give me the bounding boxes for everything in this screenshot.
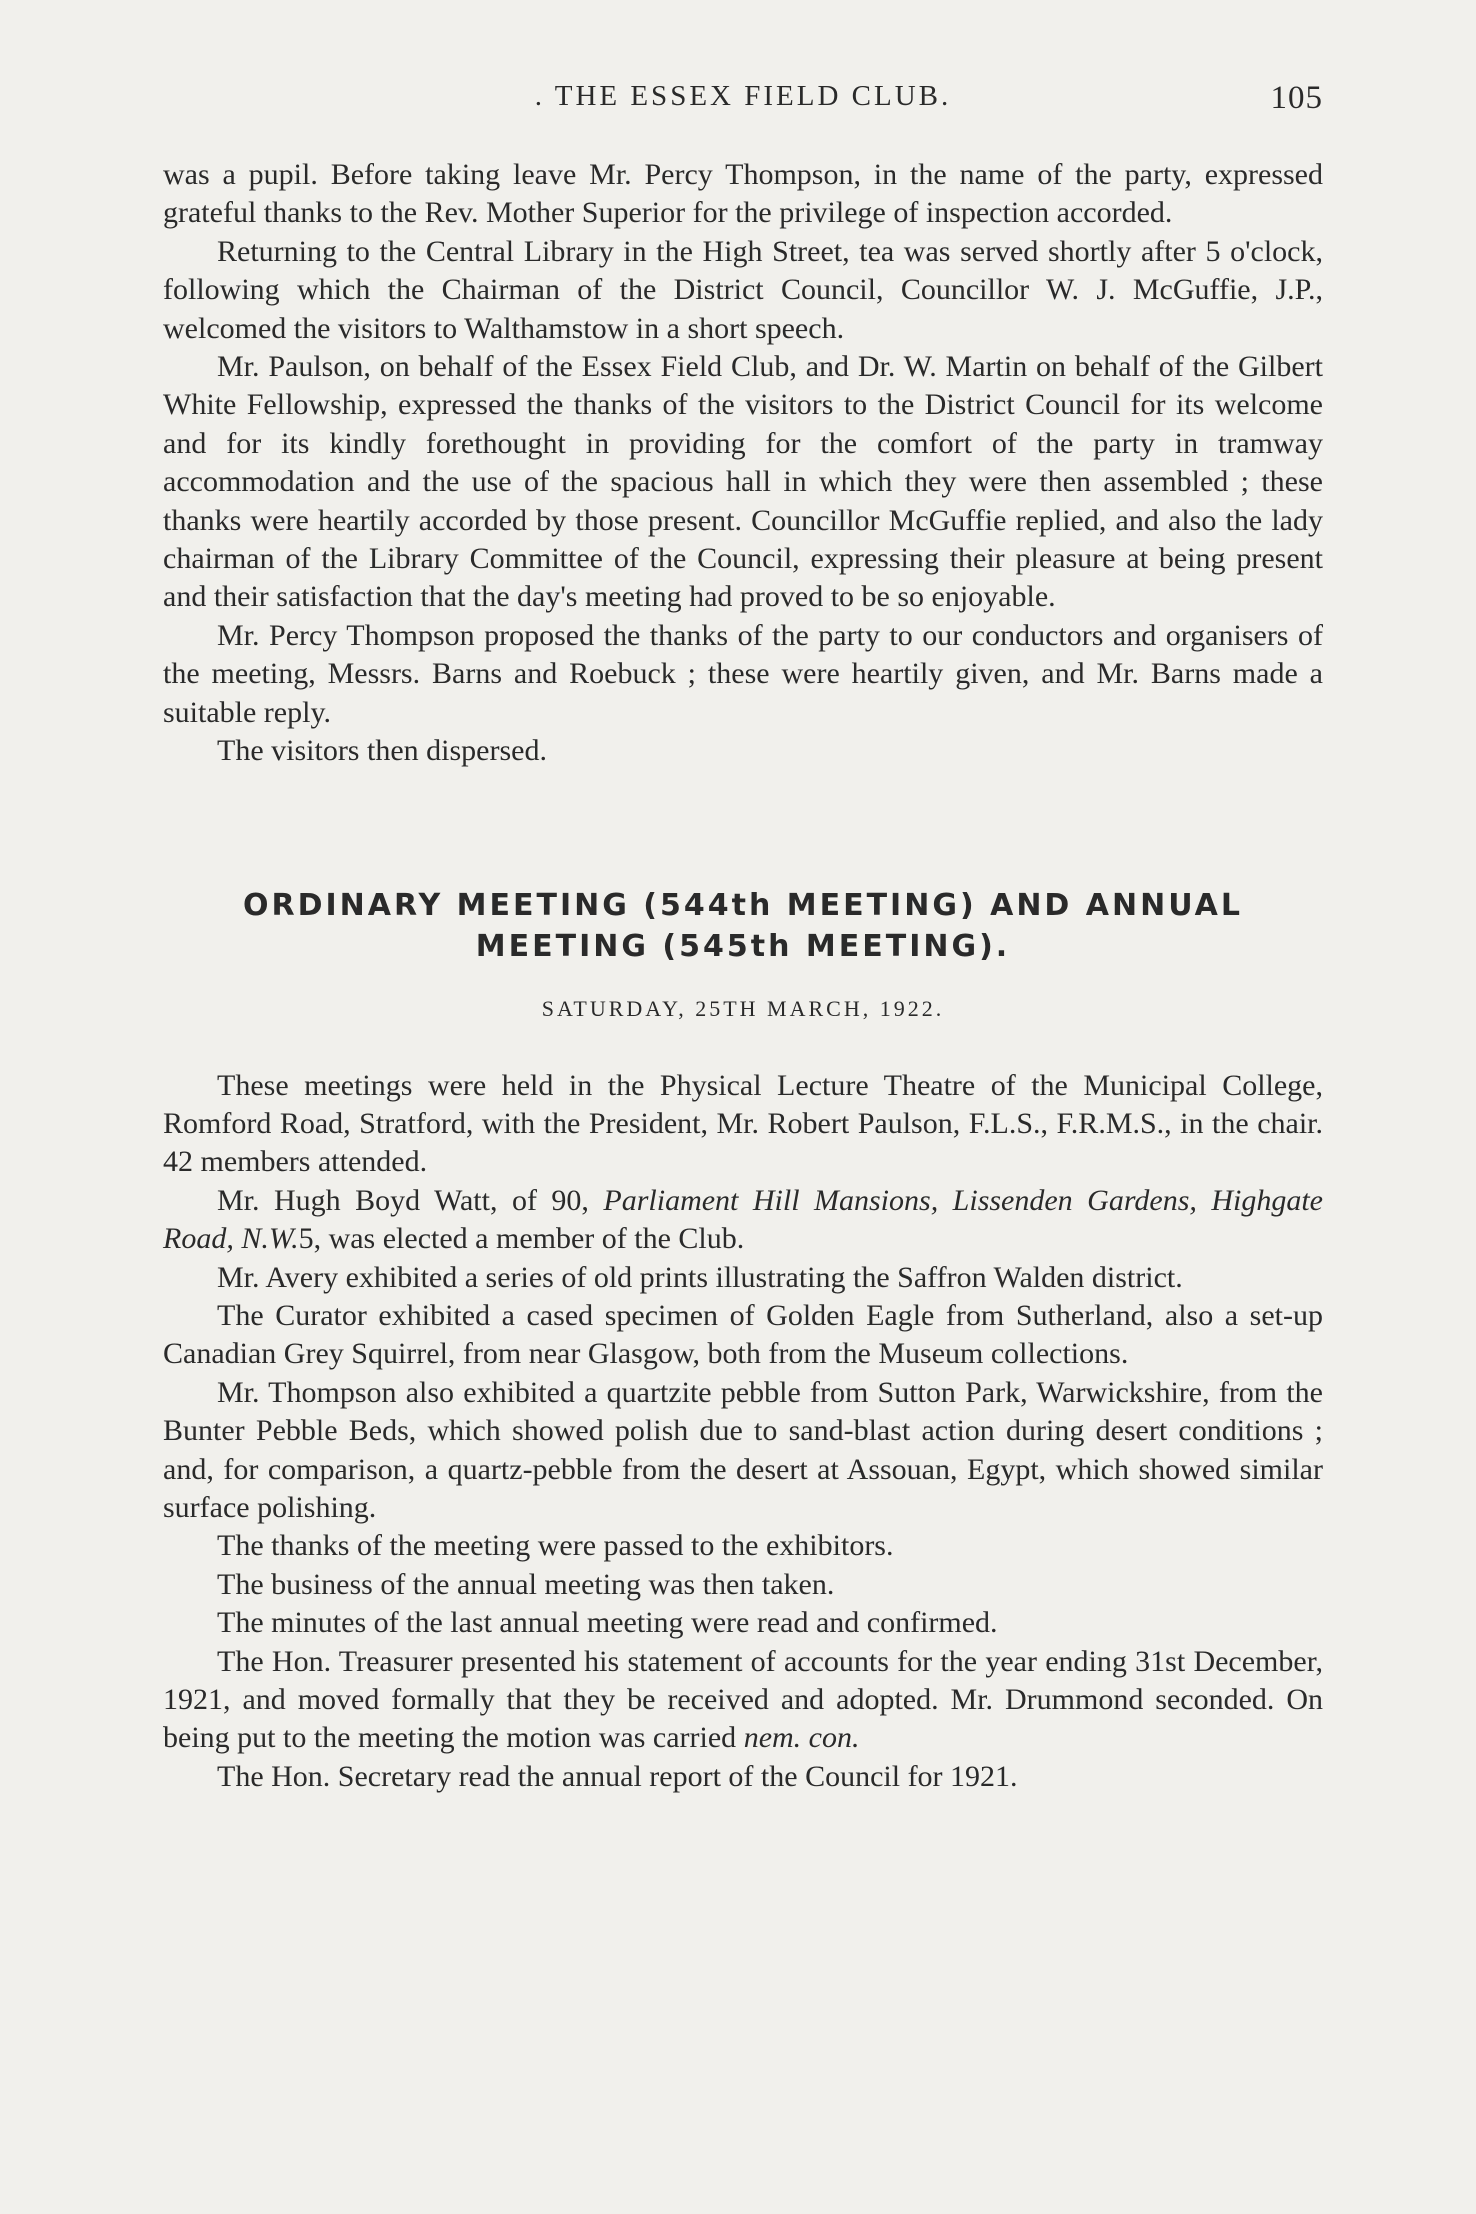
page-number: 105 (1270, 80, 1323, 116)
nem-con: nem. con. (743, 1721, 860, 1755)
page-body (163, 156, 1323, 1796)
running-header (163, 80, 1323, 120)
paragraph-pebble-exhibit: Mr. Thompson also exhibited a quartzite pebble from Sutton Park, Warwickshire, from the Bunter Pebble Beds, which showed polish due to sand-blast action during desert conditions ; and, for comparison, a quartz-pebble from the desert at Assouan, Egypt, which showed similar surface polishing. (163, 1375, 1323, 1524)
paragraph-annual-report: The Hon. Secretary read the annual report of the Council for 1921. (217, 1759, 1018, 1793)
paragraph-minutes: The minutes of the last annual meeting were read and confirmed. (217, 1606, 998, 1640)
new-member-address: Parliament Hill Mansions, Lissenden Gardens, Highgate Road, N.W. (163, 1183, 1323, 1256)
section-heading-line-2: MEETING (545th MEETING). (475, 928, 1011, 964)
paragraph-annual-business: The business of the annual meeting was then taken. (217, 1567, 835, 1601)
continued-paragraph: was a pupil. Before taking leave Mr. Percy Thompson, in the name of the party, expressed grateful thanks to the Rev. Mother Superior for the privilege of inspection accorded. (163, 158, 1323, 230)
section-heading-line-1: ORDINARY MEETING (544th MEETING) AND ANNUAL (243, 887, 1243, 923)
paragraph-dispersed: The visitors then dispersed. (217, 734, 547, 768)
paragraph-curator-exhibit: The Curator exhibited a cased specimen of Golden Eagle from Sutherland, also a set-up Canadian Grey Squirrel, from near Glasgow, both from the Museum collections. (163, 1298, 1323, 1371)
paragraph-old-prints: Mr. Avery exhibited a series of old prints illustrating the Saffron Walden district. (217, 1260, 1183, 1294)
meeting-date: SATURDAY, 25TH MARCH, 1922. (541, 995, 945, 1021)
paragraph-library-tea: Returning to the Central Library in the High Street, tea was served shortly after 5 o'clock, following which the Chairman of the District Council, Councillor W. J. McGuffie, J.P., welcomed the visitors to Walthamstow in a short speech. (163, 234, 1323, 345)
treasurer-text: The Hon. Treasurer presented his statement of accounts for the year ending 31st December, 1921, and moved formally that they be received and adopted. Mr. Drummond seconded. On being put to the meeting the motion was carried (163, 1644, 1323, 1755)
running-title: . THE ESSEX FIELD CLUB. (534, 80, 952, 112)
paragraph-meeting-venue: These meetings were held in the Physical Lecture Theatre of the Municipal College, Romford Road, Stratford, with the President, Mr. Robert Paulson, F.L.S., F.R.M.S., in the chair. 42 members attended. (163, 1068, 1323, 1179)
new-member-text: Mr. Hugh Boyd Watt, of 90, (217, 1183, 604, 1217)
section-heading (163, 885, 1323, 967)
paragraph-treasurer (163, 1643, 1323, 1758)
paragraph-thanks-exhibitors: The thanks of the meeting were passed to the exhibitors. (217, 1529, 894, 1563)
paragraph-thanks-conductors: Mr. Percy Thompson proposed the thanks of the party to our conductors and organisers of the meeting, Messrs. Barns and Roebuck ; these were heartily given, and Mr. Barns made a suitable reply. (163, 618, 1323, 729)
paragraph-thanks-council: Mr. Paulson, on behalf of the Essex Field Club, and Dr. W. Martin on behalf of the Gilbert White Fellowship, expressed the thanks of the visitors to the District Council for its welcome and for its kindly forethought in providing for the comfort of the party in tramway accommodation and the use of the spacious hall in which they were then assembled ; these thanks were heartily accorded by those present. Councillor McGuffie replied, and also the lady chairman of the Library Committee of the Council, expressing their pleasure at being present and their satisfaction that the day's meeting had proved to be so enjoyable. (163, 350, 1323, 614)
paragraph-new-member (163, 1182, 1323, 1259)
new-member-text-end: 5, was elected a member of the Club. (298, 1222, 745, 1256)
